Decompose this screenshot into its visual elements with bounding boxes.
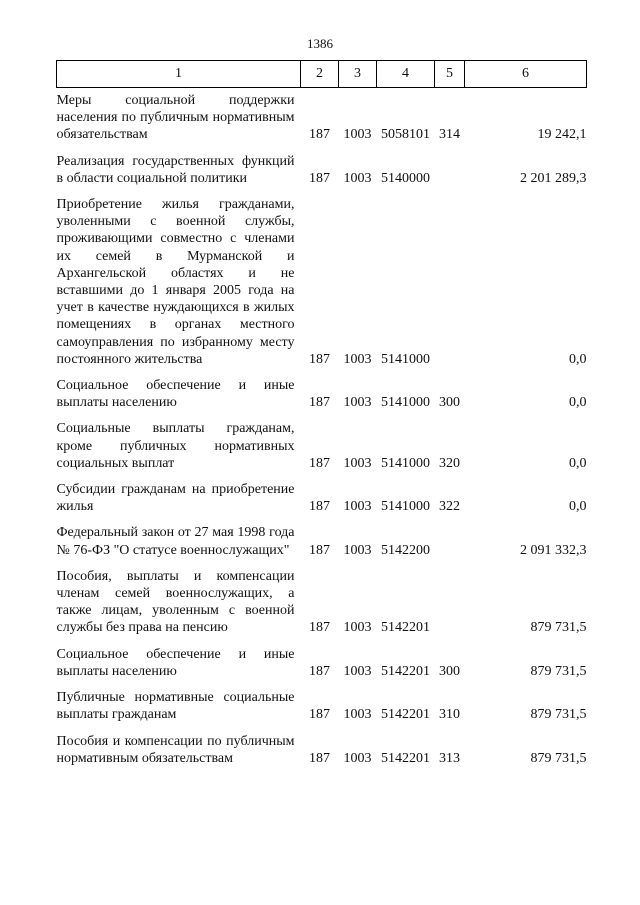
- row-code-2: 187: [309, 170, 330, 186]
- column-header-5: 5: [435, 61, 465, 88]
- row-code-2: 187: [309, 663, 330, 679]
- row-amount: 2 201 289,3: [520, 170, 587, 186]
- row-code-2: 187: [309, 499, 330, 515]
- row-amount: 879 731,5: [530, 620, 587, 636]
- row-name: Социальное обеспечение и иные выплаты населению: [56, 646, 295, 679]
- table-row: [57, 680, 587, 723]
- row-name: Социальное обеспечение и иные выплаты населению: [56, 378, 295, 411]
- row-code-2: 187: [309, 127, 330, 143]
- row-code-5: 322: [439, 499, 460, 515]
- row-code-4: 5140000: [381, 170, 430, 186]
- row-code-3: 1003: [343, 170, 372, 186]
- row-code-5: 310: [439, 707, 460, 723]
- row-code-2: 187: [309, 707, 330, 723]
- row-code-5: 300: [439, 663, 460, 679]
- row-amount: 0,0: [569, 499, 587, 515]
- table-row: [57, 637, 587, 680]
- row-code-3: 1003: [343, 707, 372, 723]
- row-code-5: [435, 515, 465, 558]
- row-code-4: 5142201: [381, 707, 430, 723]
- row-code-2: 187: [309, 750, 330, 766]
- row-name: Меры социальной поддержки населения по публичным нормативным обязательствам: [56, 93, 295, 143]
- row-amount: 2 091 332,3: [520, 542, 587, 558]
- row-code-5: [435, 559, 465, 637]
- table-row: [57, 368, 587, 411]
- header-row: [57, 61, 587, 88]
- table-row: [57, 515, 587, 558]
- row-code-2: 187: [309, 351, 330, 367]
- row-code-4: 5142200: [381, 542, 430, 558]
- row-code-2: 187: [309, 620, 330, 636]
- row-code-5: 314: [439, 127, 460, 143]
- page-number: 1386: [307, 36, 333, 51]
- row-code-5: 313: [439, 750, 460, 766]
- row-amount: 879 731,5: [530, 707, 587, 723]
- row-code-5: 300: [439, 395, 460, 411]
- table-row: [57, 144, 587, 187]
- row-code-4: 5141000: [381, 499, 430, 515]
- table-row: [57, 411, 587, 472]
- row-name: Пособия, выплаты и компенсации членам семей военнослужащих, а также лицам, уволенным с военной службы без права на пенсию: [56, 568, 295, 636]
- column-header-3: 3: [339, 61, 377, 88]
- row-amount: 19 242,1: [537, 127, 587, 143]
- row-code-4: 5142201: [381, 620, 430, 636]
- row-name: Приобретение жилья гражданами, уволенными с военной службы, проживающими совместно с членами их семей в Мурманской и Архангельской областях и не вставшими до 1 января 2005 года на учет в качестве нуждающихся в жилых помещениях в органах местного самоуправления по избранному месту постоянного жительства: [56, 197, 295, 367]
- budget-table: [56, 60, 587, 767]
- row-code-3: 1003: [343, 127, 372, 143]
- row-amount: 0,0: [569, 455, 587, 471]
- row-name: Публичные нормативные социальные выплаты гражданам: [56, 690, 295, 723]
- row-name: Субсидии гражданам на приобретение жилья: [56, 482, 295, 515]
- table-row: [57, 559, 587, 637]
- column-header-4: 4: [377, 61, 435, 88]
- row-code-5: [435, 144, 465, 187]
- row-code-3: 1003: [343, 351, 372, 367]
- row-amount: 0,0: [569, 395, 587, 411]
- row-code-3: 1003: [343, 620, 372, 636]
- row-name: Социальные выплаты гражданам, кроме публичных нормативных социальных выплат: [56, 421, 295, 471]
- row-code-2: 187: [309, 455, 330, 471]
- table-header: [57, 61, 587, 88]
- row-code-5: 320: [439, 455, 460, 471]
- row-code-3: 1003: [343, 750, 372, 766]
- row-code-3: 1003: [343, 542, 372, 558]
- row-code-4: 5142201: [381, 663, 430, 679]
- row-code-4: 5141000: [381, 395, 430, 411]
- row-amount: 879 731,5: [530, 663, 587, 679]
- row-name: Федеральный закон от 27 мая 1998 года № 76-ФЗ "О статусе военнослужащих": [56, 525, 295, 558]
- row-code-4: 5141000: [381, 351, 430, 367]
- table-row: [57, 88, 587, 144]
- row-name: Пособия и компенсации по публичным нормативным обязательствам: [56, 733, 295, 766]
- row-code-3: 1003: [343, 663, 372, 679]
- row-amount: 879 731,5: [530, 750, 587, 766]
- row-code-4: 5141000: [381, 455, 430, 471]
- row-code-3: 1003: [343, 455, 372, 471]
- table-row: [57, 187, 587, 368]
- row-code-3: 1003: [343, 499, 372, 515]
- column-header-2: 2: [301, 61, 339, 88]
- row-code-5: [435, 187, 465, 368]
- row-code-4: 5058101: [381, 127, 430, 143]
- row-amount: 0,0: [569, 351, 587, 367]
- row-code-2: 187: [309, 395, 330, 411]
- row-code-3: 1003: [343, 395, 372, 411]
- row-name: Реализация государственных функций в области социальной политики: [56, 153, 295, 186]
- row-code-4: 5142201: [381, 750, 430, 766]
- table-row: [57, 472, 587, 515]
- column-header-6: 6: [465, 61, 587, 88]
- column-header-1: 1: [57, 61, 301, 88]
- table-row: [57, 724, 587, 767]
- table-body: [57, 88, 587, 767]
- row-code-2: 187: [309, 542, 330, 558]
